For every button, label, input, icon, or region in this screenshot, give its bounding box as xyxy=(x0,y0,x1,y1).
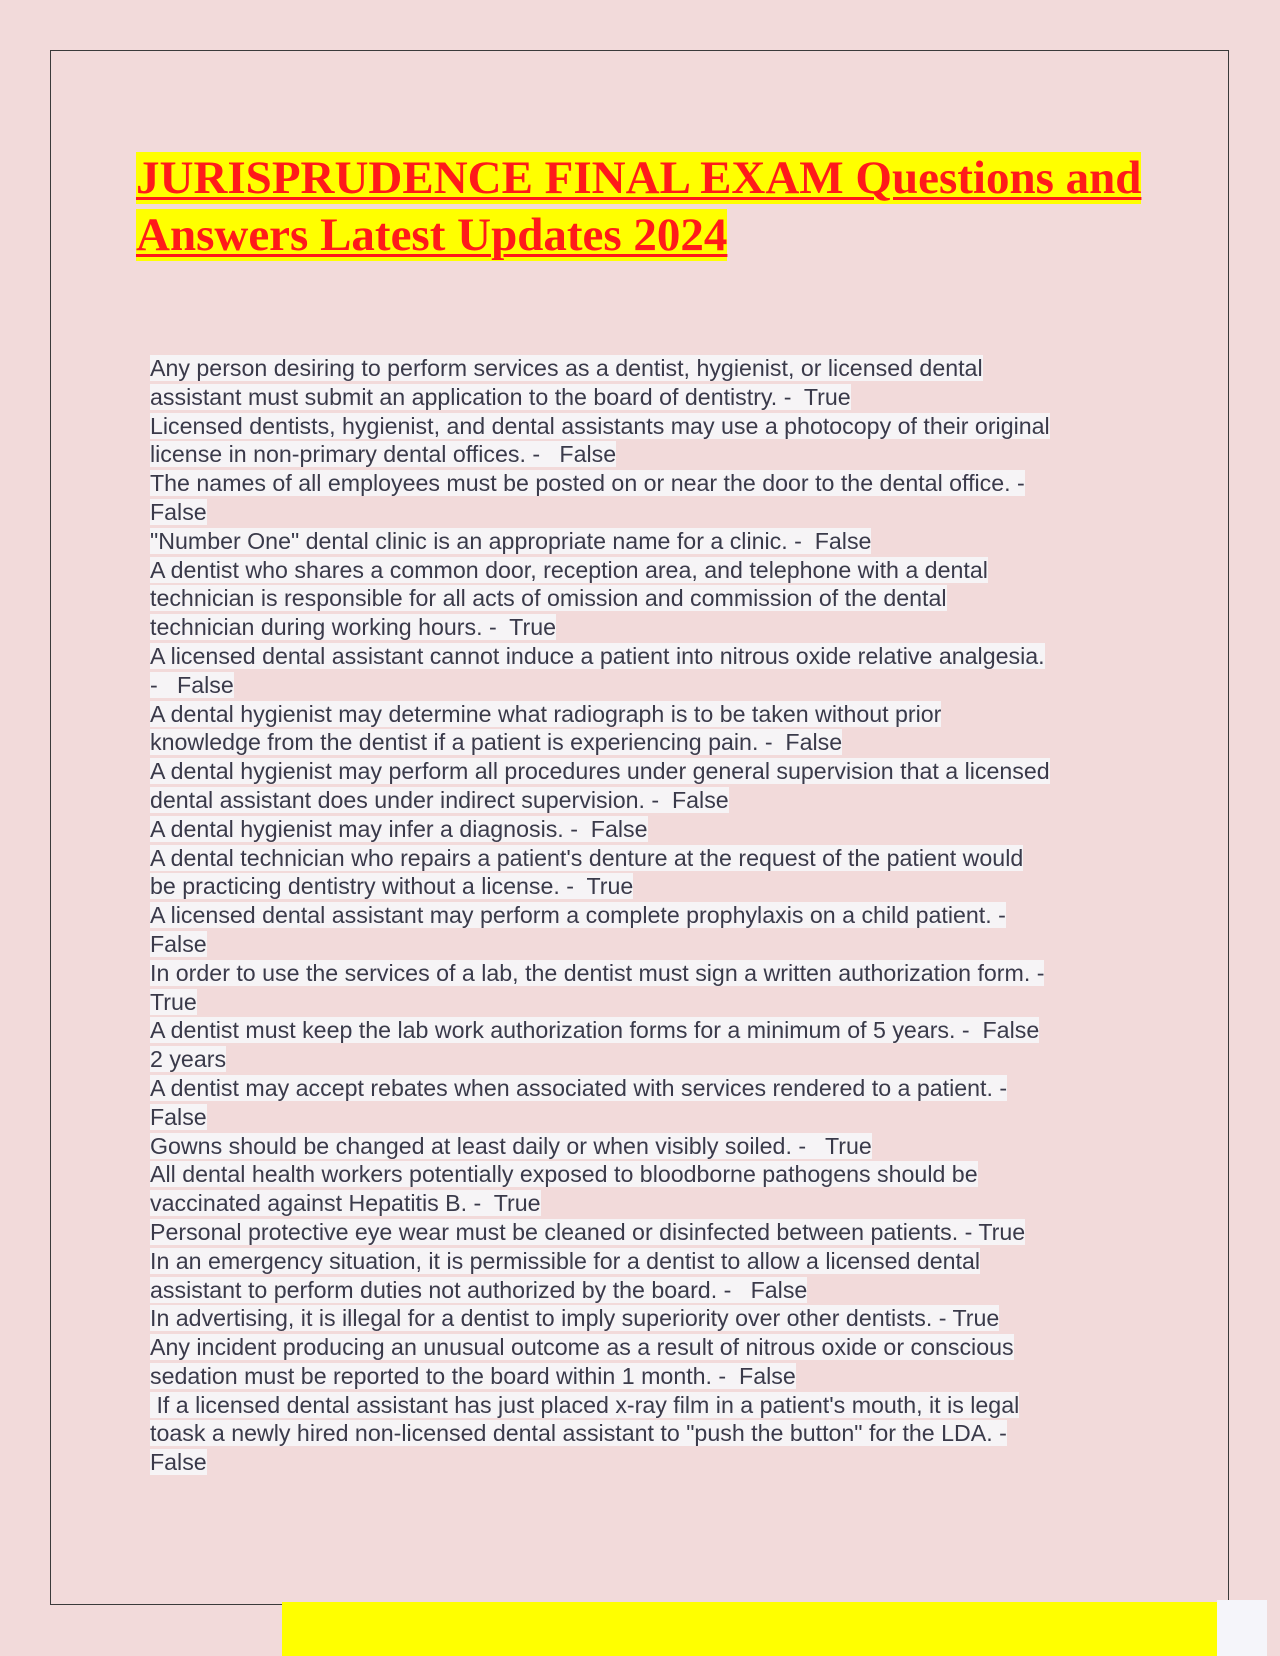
qa-line xyxy=(150,354,1130,383)
qa-line-text: False xyxy=(150,1449,207,1476)
qa-line xyxy=(150,1103,1130,1132)
qa-line-text: be practicing dentistry without a license. - True xyxy=(150,873,634,900)
qa-line-text: All dental health workers potentially exposed to bloodborne pathogens should be xyxy=(150,1161,978,1188)
qa-line-text: technician is responsible for all acts of omission and commission of the dental xyxy=(150,585,947,612)
qa-line-text: A dentist may accept rebates when associated with services rendered to a patient. - xyxy=(150,1074,1008,1101)
qa-line xyxy=(150,930,1130,959)
qa-line-text: A dental hygienist may infer a diagnosis. - False xyxy=(150,815,648,842)
footer-corner-strip xyxy=(1217,1600,1267,1656)
qa-line xyxy=(150,757,1130,786)
qa-line-text: False xyxy=(150,930,207,957)
qa-line-text: "Number One" dental clinic is an appropriate name for a clinic. - False xyxy=(150,527,872,554)
qa-line xyxy=(150,1132,1130,1161)
qa-line xyxy=(150,1391,1130,1420)
qa-line xyxy=(150,412,1130,441)
qa-line xyxy=(150,1276,1130,1305)
qa-line xyxy=(150,1045,1130,1074)
qa-line xyxy=(150,527,1130,556)
qa-line xyxy=(150,642,1130,671)
qa-line-text: assistant must submit an application to the board of dentistry. - True xyxy=(150,383,851,410)
qa-line-text: If a licensed dental assistant has just placed x-ray film in a patient's mouth, it is legal xyxy=(150,1391,1020,1418)
qa-line xyxy=(150,1247,1130,1276)
qa-line xyxy=(150,901,1130,930)
qa-line-text: Personal protective eye wear must be cleaned or disinfected between patients. - True xyxy=(150,1218,1026,1245)
qa-line-text: toask a newly hired non-licensed dental assistant to "push the button" for the LDA. - xyxy=(150,1420,1007,1447)
qa-line-text: vaccinated against Hepatitis B. - True xyxy=(150,1190,541,1217)
qa-line xyxy=(150,1419,1130,1448)
qa-line-text: assistant to perform duties not authorized by the board. - False xyxy=(150,1276,808,1303)
qa-line xyxy=(150,786,1130,815)
qa-line xyxy=(150,613,1130,642)
qa-line xyxy=(150,1016,1130,1045)
qa-line xyxy=(150,383,1130,412)
qa-line xyxy=(150,728,1130,757)
qa-line-text: Gowns should be changed at least daily or when visibly soiled. - True xyxy=(150,1132,872,1159)
qa-line xyxy=(150,469,1130,498)
qa-line-text: A dental technician who repairs a patient's denture at the request of the patient would xyxy=(150,844,1024,871)
footer-highlight-bar xyxy=(282,1602,1217,1656)
qa-line-text: 2 years xyxy=(150,1046,227,1073)
qa-line-text: license in non-primary dental offices. - False xyxy=(150,441,617,468)
document-title xyxy=(136,150,1146,264)
qa-line-text: dental assistant does under indirect supervision. - False xyxy=(150,786,729,813)
qa-line-text: - False xyxy=(150,671,234,698)
qa-line xyxy=(150,815,1130,844)
qa-line xyxy=(150,556,1130,585)
qa-line xyxy=(150,1333,1130,1362)
qa-line xyxy=(150,1304,1130,1333)
qa-line-text: True xyxy=(150,988,197,1015)
qa-line xyxy=(150,498,1130,527)
qa-line-text: Any incident producing an unusual outcome as a result of nitrous oxide or conscious xyxy=(150,1334,1014,1361)
qa-line-text: A licensed dental assistant cannot induce a patient into nitrous oxide relative analgesia. xyxy=(150,642,1045,669)
qa-line xyxy=(150,1160,1130,1189)
qa-line xyxy=(150,1448,1130,1477)
qa-line-text: False xyxy=(150,498,207,525)
qa-line xyxy=(150,440,1130,469)
qa-list xyxy=(150,354,1130,1477)
qa-line-text: A dental hygienist may determine what radiograph is to be taken without prior xyxy=(150,700,942,727)
qa-line-text: False xyxy=(150,1103,207,1130)
qa-line-text: In an emergency situation, it is permissible for a dentist to allow a licensed dental xyxy=(150,1247,981,1274)
qa-line xyxy=(150,1074,1130,1103)
qa-line-text: In order to use the services of a lab, the dentist must sign a written authorization form. - xyxy=(150,959,1045,986)
qa-line xyxy=(150,1362,1130,1391)
qa-line xyxy=(150,1189,1130,1218)
qa-line-text: A licensed dental assistant may perform a complete prophylaxis on a child patient. - xyxy=(150,902,1006,929)
qa-line-text: A dentist who shares a common door, reception area, and telephone with a dental xyxy=(150,556,988,583)
qa-line xyxy=(150,584,1130,613)
qa-line xyxy=(150,872,1130,901)
qa-line xyxy=(150,988,1130,1017)
qa-line-text: A dental hygienist may perform all procedures under general supervision that a licensed xyxy=(150,758,1050,785)
qa-line-text: knowledge from the dentist if a patient is experiencing pain. - False xyxy=(150,729,843,756)
qa-line-text: In advertising, it is illegal for a dentist to imply superiority over other dentists. - True xyxy=(150,1305,1000,1332)
qa-line-text: Any person desiring to perform services as a dentist, hygienist, or licensed dental xyxy=(150,355,983,381)
qa-line xyxy=(150,959,1130,988)
qa-line xyxy=(150,844,1130,873)
document-title-text: JURISPRUDENCE FINAL EXAM Questions and Answers Latest Updates 2024 xyxy=(136,152,1142,261)
qa-line xyxy=(150,1218,1130,1247)
qa-line-text: technician during working hours. - True xyxy=(150,614,556,641)
qa-line xyxy=(150,700,1130,729)
qa-line-text: A dentist must keep the lab work authorization forms for a minimum of 5 years. - False xyxy=(150,1017,1040,1044)
qa-line-text: sedation must be reported to the board within 1 month. - False xyxy=(150,1362,796,1389)
qa-line xyxy=(150,671,1130,700)
qa-line-text: Licensed dentists, hygienist, and dental assistants may use a photocopy of their original xyxy=(150,412,1050,439)
qa-line-text: The names of all employees must be posted on or near the door to the dental office. - xyxy=(150,470,1025,497)
